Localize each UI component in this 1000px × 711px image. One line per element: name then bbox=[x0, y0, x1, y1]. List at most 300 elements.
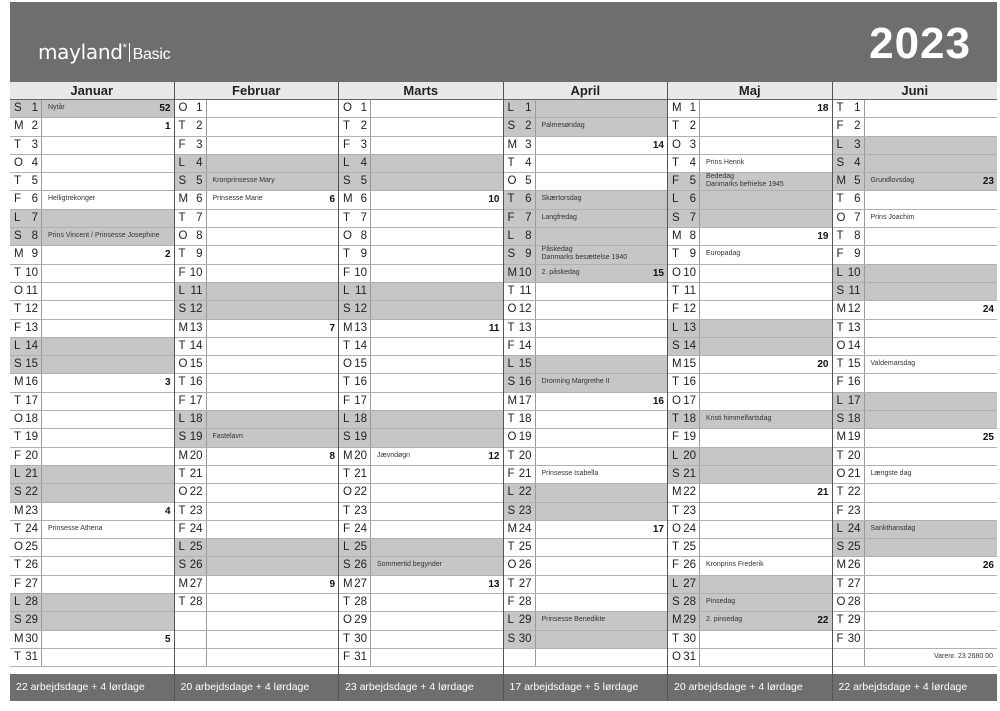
weekday-letter: L bbox=[14, 596, 21, 609]
day-row bbox=[504, 100, 668, 118]
holiday-note-line: Palmesøndag bbox=[541, 122, 585, 130]
day-row bbox=[833, 521, 998, 539]
day-row bbox=[504, 137, 668, 155]
weekday-letter: O bbox=[343, 358, 352, 371]
weekday-letter: S bbox=[14, 358, 22, 371]
week-number: 25 bbox=[982, 432, 994, 444]
note-cell bbox=[865, 356, 998, 373]
week-number: 6 bbox=[329, 194, 335, 206]
day-cell bbox=[339, 173, 371, 190]
day-cell bbox=[339, 612, 371, 629]
day-row bbox=[175, 100, 339, 118]
holiday-note-line: Nytår bbox=[48, 104, 65, 111]
day-number: 22 bbox=[25, 486, 38, 499]
day-number: 28 bbox=[847, 596, 861, 609]
weekday-letter: T bbox=[14, 138, 22, 151]
day-cell bbox=[668, 539, 700, 556]
day-cell bbox=[504, 503, 536, 520]
week-number: 21 bbox=[817, 487, 829, 499]
day-number: 13 bbox=[518, 321, 532, 334]
brand-mark: * bbox=[122, 42, 127, 54]
day-cell bbox=[668, 320, 700, 337]
weekday-letter: F bbox=[507, 211, 515, 224]
holiday-note-line: Prins Joachim bbox=[870, 213, 915, 221]
note-cell bbox=[207, 210, 339, 227]
day-number: 22 bbox=[189, 486, 203, 499]
holiday-note bbox=[377, 561, 442, 568]
day-row bbox=[339, 265, 503, 283]
note-cell bbox=[207, 411, 339, 428]
day-cell bbox=[833, 173, 865, 190]
day-cell bbox=[175, 649, 207, 666]
note-cell bbox=[865, 173, 998, 190]
note-cell bbox=[371, 118, 503, 135]
note-cell bbox=[207, 557, 339, 574]
weekday-letter: F bbox=[343, 650, 351, 663]
weekday-letter: T bbox=[836, 193, 844, 206]
weekday-letter: T bbox=[343, 376, 351, 389]
brand-logo bbox=[38, 40, 170, 65]
holiday-note-line: Europadag bbox=[706, 250, 741, 258]
day-number: 21 bbox=[189, 467, 203, 480]
note-cell bbox=[865, 649, 998, 666]
day-row bbox=[504, 210, 668, 228]
note-cell bbox=[536, 118, 668, 135]
day-row bbox=[833, 429, 998, 447]
day-cell bbox=[668, 594, 700, 611]
day-cell bbox=[10, 301, 42, 318]
day-cell bbox=[339, 118, 371, 135]
day-number: 2 bbox=[360, 120, 367, 133]
note-cell bbox=[42, 374, 174, 391]
day-cell bbox=[833, 557, 865, 574]
day-row bbox=[175, 191, 339, 209]
day-row bbox=[504, 539, 668, 557]
weekday-letter: F bbox=[507, 339, 515, 352]
weekday-letter: S bbox=[836, 284, 845, 297]
weekday-letter: L bbox=[507, 230, 514, 243]
note-cell bbox=[700, 594, 832, 611]
note-cell bbox=[536, 191, 668, 208]
weekday-letter: S bbox=[507, 632, 516, 645]
day-row bbox=[833, 118, 998, 136]
weekday-letter: L bbox=[343, 541, 350, 554]
day-row bbox=[175, 301, 339, 319]
note-cell bbox=[536, 210, 668, 227]
day-number: 28 bbox=[189, 596, 203, 609]
weekday-letter: O bbox=[14, 284, 23, 297]
day-row bbox=[833, 594, 998, 612]
day-row bbox=[10, 393, 174, 411]
week-number: 13 bbox=[488, 578, 500, 590]
day-cell bbox=[339, 137, 371, 154]
day-cell bbox=[504, 557, 536, 574]
note-cell bbox=[700, 521, 832, 538]
note-cell bbox=[42, 173, 174, 190]
day-row bbox=[339, 503, 503, 521]
weekday-letter: S bbox=[836, 413, 845, 426]
day-number: 21 bbox=[683, 467, 696, 480]
note-cell bbox=[700, 338, 832, 355]
week-number: 22 bbox=[817, 615, 829, 627]
day-row bbox=[175, 155, 339, 173]
day-row bbox=[833, 246, 998, 264]
day-cell bbox=[668, 191, 700, 208]
day-cell bbox=[668, 374, 700, 391]
week-number: 11 bbox=[488, 322, 500, 334]
day-number: 7 bbox=[525, 211, 532, 224]
day-row bbox=[668, 484, 832, 502]
day-row bbox=[504, 338, 668, 356]
week-number: 23 bbox=[982, 176, 994, 188]
day-row bbox=[10, 265, 174, 283]
holiday-note bbox=[542, 269, 580, 276]
day-row bbox=[339, 484, 503, 502]
holiday-note bbox=[542, 214, 577, 221]
note-cell bbox=[700, 246, 832, 263]
day-row bbox=[339, 320, 503, 338]
weekday-letter: O bbox=[507, 175, 517, 188]
day-cell bbox=[10, 173, 42, 190]
note-cell bbox=[700, 484, 832, 501]
day-cell bbox=[10, 320, 42, 337]
day-row bbox=[504, 484, 668, 502]
day-number: 3 bbox=[196, 138, 203, 151]
note-cell bbox=[700, 210, 832, 227]
weekday-letter: T bbox=[14, 266, 22, 279]
note-cell bbox=[42, 649, 174, 666]
day-row bbox=[833, 100, 998, 118]
note-cell bbox=[865, 118, 998, 135]
weekday-letter: O bbox=[507, 431, 517, 444]
weekday-letter: O bbox=[178, 486, 188, 499]
day-cell bbox=[10, 466, 42, 483]
day-number: 25 bbox=[189, 541, 203, 554]
day-number: 25 bbox=[25, 541, 38, 554]
note-cell bbox=[371, 265, 503, 282]
day-cell bbox=[668, 649, 700, 666]
day-number: 3 bbox=[525, 138, 532, 151]
day-row bbox=[833, 503, 998, 521]
day-number: 29 bbox=[683, 614, 696, 627]
day-number: 1 bbox=[689, 102, 696, 114]
month-footer: 22 arbejdsdage + 4 lørdage bbox=[10, 674, 174, 701]
day-number: 24 bbox=[354, 522, 367, 535]
day-row bbox=[504, 393, 668, 411]
note-cell bbox=[865, 191, 998, 208]
day-cell bbox=[668, 228, 700, 245]
weekday-letter: T bbox=[343, 211, 351, 224]
day-cell bbox=[10, 649, 42, 666]
day-number: 18 bbox=[354, 413, 367, 426]
note-cell bbox=[207, 191, 339, 208]
note-cell bbox=[207, 155, 339, 172]
day-row bbox=[504, 521, 668, 539]
day-number: 3 bbox=[689, 138, 696, 151]
note-cell bbox=[700, 466, 832, 483]
day-cell bbox=[10, 265, 42, 282]
day-cell bbox=[175, 246, 207, 263]
day-row bbox=[668, 246, 832, 264]
weekday-letter: M bbox=[672, 358, 682, 371]
header-band bbox=[10, 2, 997, 82]
day-number: 20 bbox=[189, 449, 203, 462]
week-number: 20 bbox=[817, 359, 829, 371]
brand-separator bbox=[129, 43, 130, 62]
day-cell bbox=[668, 576, 700, 593]
day-row bbox=[10, 338, 174, 356]
day-number: 17 bbox=[847, 394, 861, 407]
weekday-letter: T bbox=[507, 156, 515, 169]
note-cell bbox=[536, 649, 668, 666]
day-number: 8 bbox=[525, 230, 532, 243]
day-cell bbox=[668, 503, 700, 520]
day-row bbox=[668, 411, 832, 429]
day-number: 19 bbox=[847, 431, 861, 444]
note-cell bbox=[865, 484, 998, 501]
day-row bbox=[339, 118, 503, 136]
day-number: 27 bbox=[847, 577, 861, 590]
day-cell bbox=[668, 448, 700, 465]
weekday-letter: F bbox=[178, 266, 186, 279]
month-column bbox=[504, 82, 669, 701]
weekday-letter: O bbox=[672, 266, 681, 279]
weekday-letter: O bbox=[343, 230, 352, 243]
day-row bbox=[10, 484, 174, 502]
day-row bbox=[339, 301, 503, 319]
weekday-letter: T bbox=[178, 339, 186, 352]
day-row bbox=[175, 320, 339, 338]
day-cell bbox=[504, 118, 536, 135]
holiday-note bbox=[542, 616, 606, 623]
day-number: 2 bbox=[31, 120, 38, 133]
day-cell bbox=[833, 448, 865, 465]
day-cell bbox=[504, 393, 536, 410]
note-cell bbox=[536, 265, 668, 282]
day-number: 17 bbox=[683, 394, 696, 407]
day-row bbox=[668, 118, 832, 136]
weekday-letter: T bbox=[178, 211, 186, 224]
day-row bbox=[833, 173, 998, 191]
day-cell bbox=[339, 503, 371, 520]
day-row bbox=[10, 228, 174, 246]
holiday-note-line: Valdemarsdag bbox=[870, 360, 916, 368]
day-number: 8 bbox=[31, 230, 38, 243]
day-row bbox=[10, 246, 174, 264]
day-cell bbox=[339, 521, 371, 538]
note-cell bbox=[865, 393, 998, 410]
day-cell bbox=[833, 191, 865, 208]
note-cell bbox=[865, 631, 998, 648]
day-row bbox=[10, 411, 174, 429]
note-cell bbox=[371, 411, 503, 428]
day-cell bbox=[833, 374, 865, 391]
day-number: 25 bbox=[354, 541, 367, 554]
weekday-letter: L bbox=[343, 413, 350, 426]
note-cell bbox=[207, 393, 339, 410]
day-number: 20 bbox=[25, 449, 38, 462]
month-column bbox=[10, 82, 175, 701]
day-row bbox=[833, 576, 998, 594]
note-cell bbox=[42, 100, 174, 117]
note-cell bbox=[42, 301, 174, 318]
day-cell bbox=[175, 484, 207, 501]
weekday-letter: S bbox=[343, 303, 351, 316]
day-number: 4 bbox=[196, 156, 203, 169]
weekday-letter: T bbox=[178, 120, 186, 133]
weekday-letter: O bbox=[836, 211, 846, 224]
weekday-letter: M bbox=[14, 504, 24, 517]
day-row bbox=[10, 539, 174, 557]
day-cell bbox=[504, 448, 536, 465]
day-number: 30 bbox=[354, 632, 367, 645]
day-number: 2 bbox=[689, 120, 696, 133]
day-cell bbox=[175, 173, 207, 190]
note-cell bbox=[207, 503, 339, 520]
day-cell bbox=[175, 155, 207, 172]
day-number: 12 bbox=[354, 303, 367, 316]
day-number: 15 bbox=[518, 358, 532, 371]
note-cell bbox=[700, 393, 832, 410]
weekday-letter: F bbox=[672, 303, 680, 316]
month-footer: 23 arbejdsdage + 4 lørdage bbox=[339, 674, 503, 701]
week-number: 52 bbox=[159, 103, 171, 114]
note-cell bbox=[371, 539, 503, 556]
day-row bbox=[668, 393, 832, 411]
note-cell bbox=[700, 448, 832, 465]
day-number: 10 bbox=[189, 266, 203, 279]
day-cell bbox=[10, 137, 42, 154]
day-number: 4 bbox=[689, 156, 696, 169]
day-cell bbox=[339, 246, 371, 263]
day-cell bbox=[175, 411, 207, 428]
day-row bbox=[10, 466, 174, 484]
day-number: 13 bbox=[25, 321, 38, 334]
weekday-letter: L bbox=[507, 102, 514, 114]
day-number: 5 bbox=[196, 175, 203, 188]
day-cell bbox=[339, 448, 371, 465]
note-cell bbox=[42, 503, 174, 520]
day-row bbox=[175, 649, 339, 667]
day-cell bbox=[10, 539, 42, 556]
note-cell bbox=[207, 448, 339, 465]
note-cell bbox=[865, 283, 998, 300]
day-number: 17 bbox=[518, 394, 532, 407]
day-cell bbox=[833, 210, 865, 227]
weekday-letter: L bbox=[507, 486, 514, 499]
day-cell bbox=[833, 118, 865, 135]
day-number: 26 bbox=[683, 559, 696, 572]
day-number: 7 bbox=[360, 211, 367, 224]
day-number: 11 bbox=[190, 284, 203, 297]
day-number: 1 bbox=[31, 102, 38, 114]
day-row bbox=[175, 173, 339, 191]
note-cell bbox=[42, 265, 174, 282]
day-cell bbox=[504, 301, 536, 318]
day-row bbox=[504, 155, 668, 173]
day-number: 6 bbox=[360, 193, 367, 206]
note-cell bbox=[207, 576, 339, 593]
day-row bbox=[833, 393, 998, 411]
day-number: 7 bbox=[854, 211, 861, 224]
weekday-letter: T bbox=[507, 577, 515, 590]
day-number: 11 bbox=[848, 284, 861, 297]
holiday-note-line: Prins Vincent / Prinsesse Josephine bbox=[48, 232, 160, 240]
day-row bbox=[10, 100, 174, 118]
weekday-letter: S bbox=[507, 504, 516, 517]
note-cell bbox=[536, 466, 668, 483]
day-cell bbox=[833, 137, 865, 154]
weekday-letter: T bbox=[343, 467, 351, 480]
day-cell bbox=[175, 466, 207, 483]
day-cell bbox=[668, 137, 700, 154]
day-cell bbox=[339, 191, 371, 208]
day-number: 17 bbox=[354, 394, 367, 407]
month-column bbox=[339, 82, 504, 701]
weekday-letter: O bbox=[672, 650, 681, 663]
day-number: 31 bbox=[683, 650, 696, 663]
note-cell bbox=[536, 393, 668, 410]
note-cell bbox=[865, 100, 998, 117]
day-row bbox=[339, 631, 503, 649]
weekday-letter: F bbox=[836, 248, 844, 261]
day-cell bbox=[175, 576, 207, 593]
day-number: 10 bbox=[847, 266, 861, 279]
weekday-letter: F bbox=[343, 394, 351, 407]
day-number: 24 bbox=[683, 522, 696, 535]
year-title: 2023 bbox=[869, 19, 971, 68]
weekday-letter: S bbox=[14, 486, 22, 499]
day-number: 11 bbox=[519, 284, 532, 297]
day-row bbox=[504, 191, 668, 209]
weekday-letter: S bbox=[836, 156, 845, 169]
holiday-note bbox=[213, 195, 263, 202]
note-cell bbox=[371, 338, 503, 355]
day-row bbox=[668, 429, 832, 447]
day-cell bbox=[10, 484, 42, 501]
holiday-note-line: Prinsesse Benedikte bbox=[541, 616, 606, 624]
weekday-letter: T bbox=[178, 467, 186, 480]
note-cell bbox=[865, 594, 998, 611]
weekday-letter: S bbox=[14, 230, 22, 243]
day-row bbox=[668, 576, 832, 594]
weekday-letter: T bbox=[672, 541, 680, 554]
day-row bbox=[504, 649, 668, 667]
weekday-letter: S bbox=[14, 102, 22, 114]
weekday-letter: O bbox=[14, 413, 23, 426]
day-row bbox=[175, 521, 339, 539]
holiday-note-line: Påskedag bbox=[541, 246, 573, 254]
day-cell bbox=[175, 594, 207, 611]
weekday-letter: O bbox=[178, 102, 188, 114]
day-cell bbox=[339, 557, 371, 574]
day-cell bbox=[668, 210, 700, 227]
weekday-letter: S bbox=[343, 559, 351, 572]
day-number: 10 bbox=[354, 266, 367, 279]
month-column bbox=[175, 82, 340, 701]
note-cell bbox=[536, 576, 668, 593]
note-cell bbox=[42, 210, 174, 227]
day-cell bbox=[10, 356, 42, 373]
day-row bbox=[668, 612, 832, 630]
day-row bbox=[668, 521, 832, 539]
note-cell bbox=[371, 210, 503, 227]
weekday-letter: T bbox=[672, 284, 680, 297]
day-row bbox=[833, 557, 998, 575]
holiday-note bbox=[213, 177, 275, 184]
day-number: 29 bbox=[25, 614, 38, 627]
day-cell bbox=[175, 210, 207, 227]
